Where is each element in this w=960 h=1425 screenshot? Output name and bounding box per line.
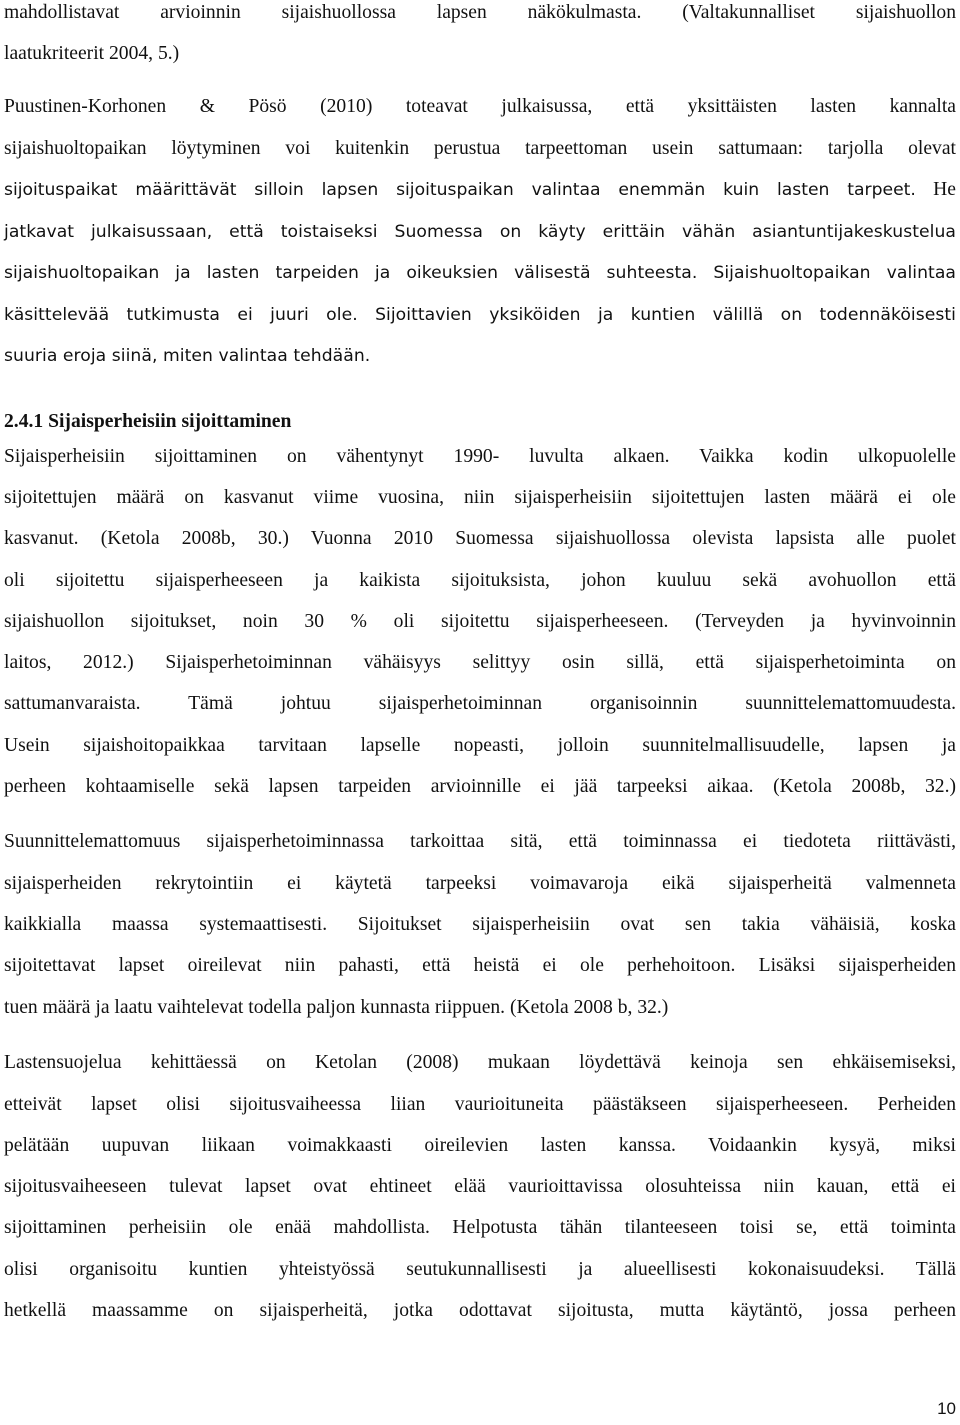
section-heading: 2.4.1 Sijaisperheisiin sijoittaminen	[4, 411, 292, 432]
text-line-tail: He	[915, 179, 956, 200]
text-line: olisi organisoitu kuntien yhteistyössä seutukunnallisesti ja alueellisesti kokonaisuudeksi. Tällä	[4, 1259, 956, 1280]
text-line: sijaishuollon sijoitukset, noin 30 % oli sijoitettu sijaisperheeseen. (Terveyden ja hyvinvoinnin	[4, 611, 956, 632]
text-line: hetkellä maassamme on sijaisperheitä, jotka odottavat sijoitusta, mutta käytäntö, jossa perheen	[4, 1300, 956, 1321]
text-line: laatukriteerit 2004, 5.)	[4, 43, 180, 64]
text-line: jatkavat julkaisussaan, että toistaiseksi Suomessa on käyty erittäin vähän asiantuntijakeskustelua	[4, 222, 956, 242]
page-number: 10	[937, 1399, 956, 1418]
text-line: Sijaisperheisiin sijoittaminen on vähentynyt 1990- luvulta alkaen. Vaikka kodin ulkopuolelle	[4, 446, 956, 467]
text-line: tuen määrä ja laatu vaihtelevat todella paljon kunnasta riippuen. (Ketola 2008 b, 32.)	[4, 997, 669, 1018]
text-line: Suunnittelemattomuus sijaisperhetoiminnassa tarkoittaa sitä, että toiminnassa ei tiedoteta riittävästi,	[4, 831, 956, 852]
text-line: kaikkialla maassa systemaattisesti. Sijoitukset sijaisperheisiin ovat sen takia vähäisiä, koska	[4, 914, 956, 935]
text-line: sattumanvaraista. Tämä johtuu sijaisperhetoiminnan organisoinnin suunnittelemattomuudesta.	[4, 693, 956, 714]
text-line: oli sijoitettu sijaisperheeseen ja kaikista sijoituksista, johon kuuluu sekä avohuollon että	[4, 570, 956, 591]
text-line: Puustinen-Korhonen & Pösö (2010) toteavat julkaisussa, että yksittäisten lasten kannalta	[4, 96, 956, 117]
text-line: sijoittaminen perheisiin ole enää mahdollista. Helpotusta tähän tilanteeseen toisi se, että toiminta	[4, 1217, 956, 1238]
text-line: sijoitettavat lapset oireilevat niin pahasti, että heistä ei ole perhehoitoon. Lisäksi sijaisperheiden	[4, 955, 956, 976]
text-line	[4, 177, 956, 203]
text-line: etteivät lapset olisi sijoitusvaiheessa liian vaurioituneita päästäkseen sijaisperheeseen. Perheiden	[4, 1094, 956, 1115]
text-line: kasvanut. (Ketola 2008b, 30.) Vuonna 2010 Suomessa sijaishuollossa olevista lapsista alle puolet	[4, 528, 956, 549]
text-line: suuria eroja siinä, miten valintaa tehdään.	[4, 346, 371, 366]
text-line: sijoitettujen määrä on kasvanut viime vuosina, niin sijaisperheisiin sijoitettujen lasten määrä ei ole	[4, 487, 956, 508]
text-line: mahdollistavat arvioinnin sijaishuollossa lapsen näkökulmasta. (Valtakunnalliset sijaishuollon	[4, 2, 956, 23]
text-line: perheen kohtaamiselle sekä lapsen tarpeiden arvioinnille ei jää tarpeeksi aikaa. (Ketola 2008b, 32.)	[4, 776, 956, 797]
text-line: sijaishuoltopaikan ja lasten tarpeiden ja oikeuksien välisestä suhteesta. Sijaishuoltopaikan valintaa	[4, 263, 956, 283]
text-line: sijoitusvaiheeseen tulevat lapset ovat ehtineet elää vaurioittavissa olosuhteissa niin kauan, että ei	[4, 1176, 956, 1197]
text-line-sans-part: sijoituspaikat määrittävät silloin lapsen sijoituspaikan valintaa enemmän kuin lasten tarpeet.	[4, 180, 916, 200]
text-line: sijaisperheiden rekrytointiin ei käytetä tarpeeksi voimavaroja eikä sijaisperheitä valmenneta	[4, 873, 956, 894]
text-line: Usein sijaishoitopaikkaa tarvitaan lapselle nopeasti, jolloin suunnitelmallisuudelle, lapsen ja	[4, 735, 956, 756]
text-line: käsittelevää tutkimusta ei juuri ole. Sijoittavien yksiköiden ja kuntien välillä on todennäköisesti	[4, 305, 956, 325]
text-line: pelätään uupuvan liikaan voimakkaasti oireilevien lasten kanssa. Voidaankin kysyä, miksi	[4, 1135, 956, 1156]
text-line: Lastensuojelua kehittäessä on Ketolan (2008) mukaan löydettävä keinoja sen ehkäisemiseksi,	[4, 1052, 956, 1073]
text-line: laitos, 2012.) Sijaisperhetoiminnan vähäisyys selittyy osin sillä, että sijaisperhetoiminta on	[4, 652, 956, 673]
text-line: sijaishuoltopaikan löytyminen voi kuitenkin perustua tarpeettoman usein sattumaan: tarjolla olevat	[4, 138, 956, 159]
